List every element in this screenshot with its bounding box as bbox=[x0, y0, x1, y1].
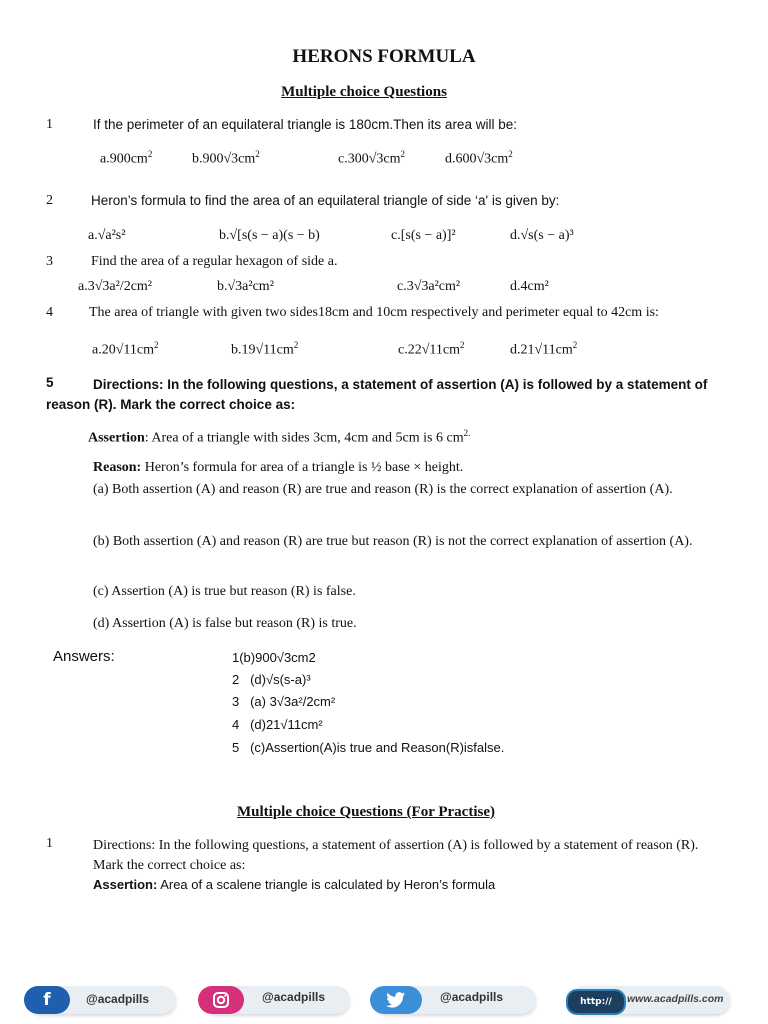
option-c: c.[s(s − a)]² bbox=[391, 228, 456, 243]
website-url[interactable]: www.acadpills.com bbox=[627, 993, 724, 1005]
choice-a: (a) Both assertion (A) and reason (R) are true and reason (R) is the correct explanation of assertion (A). bbox=[93, 482, 673, 497]
answer-item: 5 (c)Assertion(A)is true and Reason(R)isfalse. bbox=[232, 740, 505, 755]
choice-b: (b) Both assertion (A) and reason (R) are true but reason (R) is not the correct explanation of assertion (A). bbox=[93, 534, 693, 549]
instagram-icon[interactable] bbox=[198, 986, 244, 1014]
facebook-handle[interactable]: @acadpills bbox=[86, 992, 150, 1006]
option-d: $d.600√3cm^2$ bbox=[445, 149, 513, 167]
facebook-icon[interactable]: f bbox=[24, 986, 70, 1014]
option-c: $c.22√11cm^2$ bbox=[398, 340, 465, 358]
option-d: d.√s(s − a)³ bbox=[510, 228, 574, 243]
reason-statement: Reason: Heron’s formula for area of a triangle is ½ base × height. bbox=[93, 460, 464, 475]
section-heading: Multiple choice Questions bbox=[281, 84, 447, 100]
option-b: b.√[s(s − a)(s − b) bbox=[219, 228, 320, 243]
assertion-statement: Assertion: Area of a triangle with sides 3cm, 4cm and 5cm is 6 $cm^{2.}$ bbox=[88, 428, 471, 446]
practice-heading: Multiple choice Questions (For Practise) bbox=[236, 804, 495, 820]
choice-c: (c) Assertion (A) is true but reason (R) is false. bbox=[93, 584, 356, 599]
assertion-directions: Directions: In the following questions, a statement of assertion (A) is followed by a statement of reason (R). Mark the correct choice as: bbox=[46, 377, 708, 412]
question-text: The area of triangle with given two sides18cm and 10cm respectively and perimeter equal to 42cm is: bbox=[89, 305, 659, 320]
practice-directions: Directions: In the following questions, a statement of assertion (A) is followed by a statement of reason (R). Mark the correct choice as: bbox=[93, 838, 699, 873]
question-number: 2 bbox=[46, 193, 53, 208]
option-a: $a.20√11cm^2$ bbox=[92, 340, 159, 358]
option-b: b.√3a²cm² bbox=[217, 279, 274, 294]
option-a: a.3√3a²/2cm² bbox=[78, 279, 152, 294]
option-a: a.√a²s² bbox=[88, 228, 126, 243]
instagram-handle[interactable]: @acadpills bbox=[262, 990, 326, 1004]
question-text: If the perimeter of an equilateral triangle is 180cm.Then its area will be: bbox=[93, 117, 517, 132]
option-c: $c.300√3cm^2$ bbox=[338, 149, 406, 167]
option-b: $b.900√3cm^2$ bbox=[192, 149, 260, 167]
question-text: Find the area of a regular hexagon of side a. bbox=[91, 254, 338, 269]
twitter-icon[interactable] bbox=[370, 986, 422, 1014]
option-a: $a.900cm^2$ bbox=[100, 149, 153, 167]
answer-item: 1(b)900√3cm2 bbox=[232, 650, 316, 665]
option-b: $b.19√11cm^2$ bbox=[231, 340, 299, 358]
question-number: 4 bbox=[46, 305, 53, 320]
option-d: d.4cm² bbox=[510, 279, 549, 294]
twitter-handle[interactable]: @acadpills bbox=[440, 990, 504, 1004]
option-d: $d.21√11cm^2$ bbox=[510, 340, 578, 358]
question-number: 1 bbox=[46, 836, 53, 851]
website-icon[interactable]: http:// bbox=[566, 989, 626, 1015]
question-number: 1 bbox=[46, 117, 53, 132]
option-c: c.3√3a²cm² bbox=[397, 279, 461, 294]
question-number: 5 bbox=[46, 375, 54, 390]
answer-item: 4 (d)21√11cm² bbox=[232, 717, 323, 732]
question-text: Heron’s formula to find the area of an equilateral triangle of side ‘a' is given by: bbox=[91, 193, 560, 208]
answers-label: Answers: bbox=[53, 648, 115, 665]
page-title: HERONS FORMULA bbox=[292, 46, 476, 67]
choice-d: (d) Assertion (A) is false but reason (R) is true. bbox=[93, 616, 357, 631]
question-number: 3 bbox=[46, 254, 53, 269]
practice-assertion: Assertion: Area of a scalene triangle is calculated by Heron’s formula bbox=[93, 877, 496, 892]
answer-item: 2 (d)√s(s-a)³ bbox=[232, 672, 311, 687]
answer-item: 3 (a) 3√3a²/2cm² bbox=[232, 694, 336, 709]
